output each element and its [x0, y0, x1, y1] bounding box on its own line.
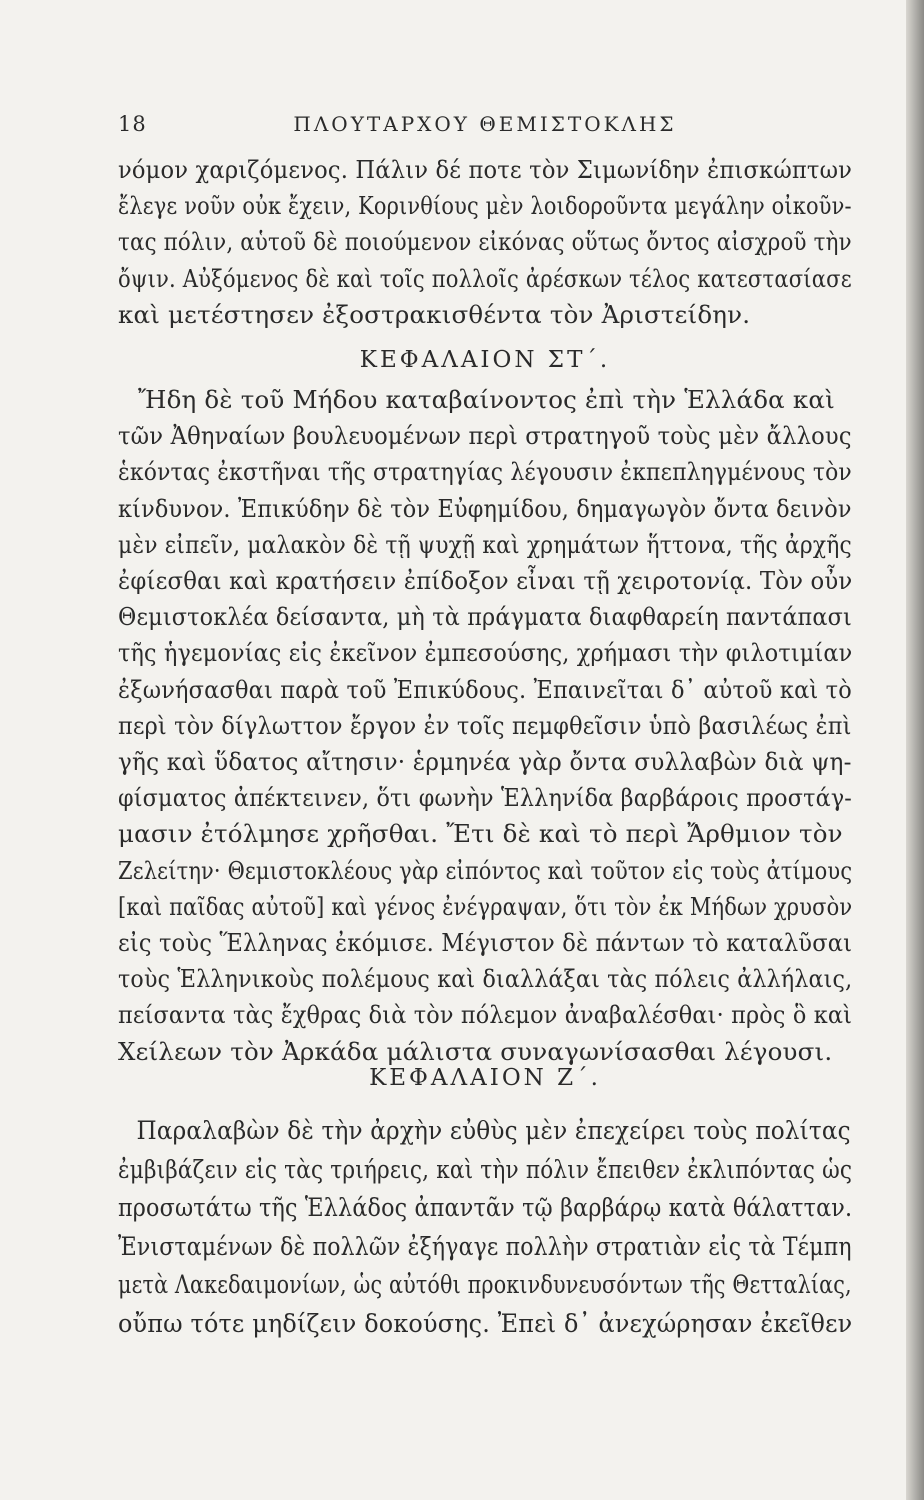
running-head	[118, 112, 852, 142]
text-line: περὶ τὸν δίγλωττον ἔργον ἐν τοῖς πεμφθεῖσιν ὑπὸ βασιλέως ἐπὶ	[118, 710, 852, 740]
text-line: μὲν εἰπεῖν, μαλακὸν δὲ τῇ ψυχῇ καὶ χρημάτων ἥττονα, τῆς ἀρχῆς	[118, 529, 852, 559]
text-line: οὔπω τότε μηδίζειν δοκούσης. Ἐπεὶ δ᾽ ἀνεχώρησαν ἐκεῖθεν	[118, 1308, 853, 1338]
text-line: Θεμιστοκλέα δείσαντα, μὴ τὰ πράγματα διαφθαρείη παντάπασι	[118, 602, 852, 632]
page-number: 18	[118, 112, 147, 136]
text-line: προσωτάτω τῆς Ἑλλάδος ἀπαντᾶν τῷ βαρβάρῳ κατὰ θάλατταν.	[118, 1193, 853, 1223]
chapter-heading: ΚΕΦΑΛΑΙΟΝ Ζ΄.	[369, 1065, 601, 1091]
text-line: πείσαντα τὰς ἔχθρας διὰ τὸν πόλεμον ἀναβαλέσθαι· πρὸς ὃ καὶ	[118, 1000, 853, 1030]
text-line: γῆς καὶ ὕδατος αἴτησιν· ἑρμηνέα γὰρ ὄντα συλλαβὼν διὰ ψη-	[118, 747, 852, 777]
text-line: Ἐνισταμένων δὲ πολλῶν ἐξήγαγε πολλὴν στρατιὰν εἰς τὰ Τέμπη	[118, 1231, 852, 1261]
text-line: ἐμβιβάζειν εἰς τὰς τριήρεις, καὶ τὴν πόλιν ἔπειθεν ἐκλιπόντας ὡς	[118, 1154, 853, 1184]
text-line: τοὺς Ἑλληνικοὺς πολέμους καὶ διαλλάξαι τὰς πόλεις ἀλλήλαις,	[118, 964, 853, 994]
text-line: ἔλεγε νοῦν οὐκ ἔχειν, Κορινθίους μὲν λοιδοροῦντα μεγάλην οἰκοῦν-	[118, 191, 852, 221]
text-line: τας πόλιν, αὑτοῦ δὲ ποιούμενον εἰκόνας οὕτως ὄντος αἰσχροῦ τὴν	[118, 227, 852, 257]
text-line: κίνδυνον. Ἐπικύδην δὲ τὸν Εὐφημίδου, δημαγωγὸν ὄντα δεινὸν	[118, 493, 852, 523]
text-line: εἰς τοὺς Ἕλληνας ἐκόμισε. Μέγιστον δὲ πάντων τὸ καταλῦσαι	[118, 928, 853, 958]
text-line: νόμον χαριζόμενος. Πάλιν δέ ποτε τὸν Σιμωνίδην ἐπισκώπτων	[118, 155, 853, 184]
text-line: Ἤδη δὲ τοῦ Μήδου καταβαίνοντος ἐπὶ τὴν Ἑλλάδα καὶ	[138, 385, 835, 414]
text-line: Ζελείτην· Θεμιστοκλέους γὰρ εἰπόντος καὶ τοῦτον εἰς τοὺς ἀτίμους	[118, 855, 853, 885]
chapter-7-text	[118, 1112, 852, 1344]
text-line: τῆς ἡγεμονίας εἰς ἐκεῖνον ἐμπεσούσης, χρήμασι τὴν φιλοτιμίαν	[118, 638, 853, 668]
text-line: ἑκόντας ἐκστῆναι τῆς στρατηγίας λέγουσιν ἐκπεπληγμένους τὸν	[118, 457, 852, 487]
running-title: ΠΛΟΥΤΑΡΧΟΥ ΘΕΜΙΣΤΟΚΛΗΣ	[293, 112, 677, 136]
page-edge-shadow	[906, 0, 924, 1500]
text-line: [καὶ παῖδας αὐτοῦ] καὶ γένος ἐνέγραψαν, ὅτι τὸν ἐκ Μήδων χρυσὸν	[118, 891, 853, 921]
text-line: μασιν ἐτόλμησε χρῆσθαι. Ἔτι δὲ καὶ τὸ περὶ Ἄρθμιον τὸν	[118, 819, 843, 849]
text-line: ἐξωνήσασθαι παρὰ τοῦ Ἐπικύδους. Ἐπαινεῖται δ᾽ αὐτοῦ καὶ τὸ	[118, 674, 852, 704]
paragraph-continuation	[118, 152, 852, 333]
text-line: ὄψιν. Αὐξόμενος δὲ καὶ τοῖς πολλοῖς ἀρέσκων τέλος κατεστασίασε	[118, 263, 852, 293]
chapter-6-text	[118, 382, 852, 1070]
text-line: Παραλαβὼν δὲ τὴν ἀρχὴν εὐθὺς μὲν ἐπεχείρει τοὺς πολίτας	[136, 1116, 851, 1145]
text-line: καὶ μετέστησεν ἐξοστρακισθέντα τὸν Ἀριστείδην.	[118, 299, 751, 329]
text-line: ἐφίεσθαι καὶ κρατήσειν ἐπίδοξον εἶναι τῇ χειροτονίᾳ. Τὸν οὖν	[118, 566, 853, 596]
text-line: τῶν Ἀθηναίων βουλευομένων περὶ στρατηγοῦ τοὺς μὲν ἄλλους	[118, 421, 852, 451]
text-line: Χείλεων τὸν Ἀρκάδα μάλιστα συναγωνίσασθαι λέγουσι.	[118, 1036, 833, 1066]
text-line: φίσματος ἀπέκτεινεν, ὅτι φωνὴν Ἑλληνίδα βαρβάροις προστάγ-	[118, 783, 853, 813]
text-line: μετὰ Λακεδαιμονίων, ὡς αὐτόθι προκινδυνευσόντων τῆς Θετταλίας,	[118, 1270, 852, 1300]
chapter-heading: ΚΕΦΑΛΑΙΟΝ ΣΤ΄.	[359, 347, 611, 373]
